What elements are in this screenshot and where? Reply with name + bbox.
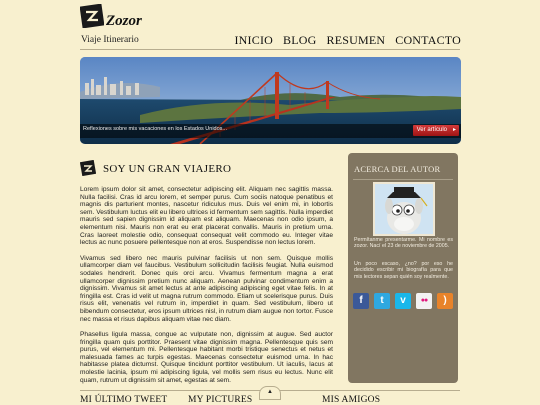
- twitter-icon[interactable]: t: [374, 293, 390, 309]
- about-author-title: ACERCA DEL AUTOR: [354, 164, 441, 174]
- nav-blog[interactable]: BLOG: [283, 33, 317, 47]
- post-title: SOY UN GRAN VIAJERO: [103, 163, 232, 175]
- chevron-up-icon: ▲: [267, 389, 273, 395]
- facebook-icon[interactable]: f: [353, 293, 369, 309]
- sidebar-divider: [353, 179, 453, 180]
- article-paragraph: Vivamus sed libero nec mauris pulvinar facilisis ut non sem. Quisque mollis ullamcorper diam vel faucibus. Vestibulum sollicitudin facilisis feugiat. Nulla euismod sodales hendrerit. Donec quis orci arcu. Vivamus fermentum magna a erat ullamcorper dignissim pretium nunc aliquam. Aenean pulvinar condimentum enim a dignissim. Vivamus sit amet lectus at ante adipiscing adipiscing eget vitae felis. In at fringilla est. Cras id velit ut magna rutrum commodo. Etiam ut scelerisque purus. Duis risus elit, venenatis vel rutrum in, imperdiet in quam. Sed vestibulum, libero ut bibendum consectetur, eros ipsum ultrices nisl, in rutrum diam augue non tortor. Fusce nec massa et risus dapibus aliquam vitae nec diam.: [80, 254, 333, 323]
- read-article-button[interactable]: [413, 125, 459, 136]
- flickr-icon[interactable]: ●●: [416, 293, 432, 309]
- social-links: [353, 293, 453, 309]
- site-tagline: Viaje Itinerario: [81, 35, 139, 45]
- post-title-icon: [80, 160, 96, 176]
- author-bio-intro: Permítanme presentarme. Mi nombre es zozor. Nací el 23 de noviembre de 2005.: [354, 237, 453, 250]
- about-author-panel: [348, 153, 458, 383]
- footer-latest-tweet-heading: MI ÚLTIMO TWEET: [80, 395, 168, 405]
- read-article-label: Ver artículo: [416, 127, 447, 133]
- hero-caption-bar: [80, 124, 461, 138]
- main-nav: [234, 33, 461, 48]
- hero-caption: Reflexiones sobre mis vacaciones en los Estados Unidos...: [83, 126, 227, 132]
- arrow-right-icon: ▸: [452, 127, 456, 133]
- article-paragraph: Phasellus ligula massa, congue ac vulputate non, dignissim at augue. Sed auctor fringilla quam quis porttitor. Praesent vitae dignissim magna. Pellentesque quis sem purus, vel elementum mi. Pellentesque habitant morbi tristique senectus et netus et malesuada fames ac turpis egestas. Maecenas consectetur euismod urna. In hac habitasse platea dictumst. Quisque tincidunt porttitor vestibulum. Ut iaculis, lacus at molestie lacinia, ipsum mi adipiscing ligula, vel mollis sem risus eu lectus. Nunc elit quam, rutrum ut dignissim sit amet, egestas at sem.: [80, 331, 333, 384]
- nav-inicio[interactable]: INICIO: [234, 33, 274, 47]
- site-logo[interactable]: [80, 4, 150, 32]
- footer-friends-heading: MIS AMIGOS: [322, 395, 381, 405]
- rss-icon[interactable]: ): [437, 293, 453, 309]
- vimeo-icon[interactable]: v: [395, 293, 411, 309]
- brand-name: Zozor: [106, 13, 142, 29]
- author-avatar: [373, 182, 435, 236]
- article-paragraph: Lorem ipsum dolor sit amet, consectetur adipiscing elit. Aliquam nec sagittis massa. Nulla facilisi. Cras id arcu lorem, et semper purus. Cum sociis natoque penatibus et magnis dis parturient montes, nascetur ridiculus mus. Duis vel enim mi, in lobortis sem. Vestibulum luctus elit eu libero ultrices id fermentum sem sagittis. Nulla imperdiet mauris sed sapien dignissim id aliquam est aliquam. Maecenas non odio ipsum, a elementum nisi. Mauris non erat eu erat placerat convallis. Mauris in pretium urna. Cras laoreet molestie odio, consequat consequat velit commodo eu. Integer vitae lectus ac nunc posuere pellentesque non at eros. Suspendisse non lectus lorem.: [80, 186, 333, 247]
- header-divider: [80, 49, 460, 50]
- hero-banner: [80, 57, 461, 144]
- logo-icon: [80, 4, 104, 28]
- scroll-to-top-button[interactable]: [259, 386, 281, 400]
- article-body: [80, 186, 333, 392]
- nav-contacto[interactable]: CONTACTO: [395, 33, 461, 47]
- author-bio-more: Un poco escaso, ¿no? por eso he decidido escribir mi biografía para que mis lectores sepan quién soy realmente.: [354, 261, 453, 280]
- footer-pictures-heading: MY PICTURES: [188, 395, 253, 405]
- nav-resumen[interactable]: RESUMEN: [326, 33, 386, 47]
